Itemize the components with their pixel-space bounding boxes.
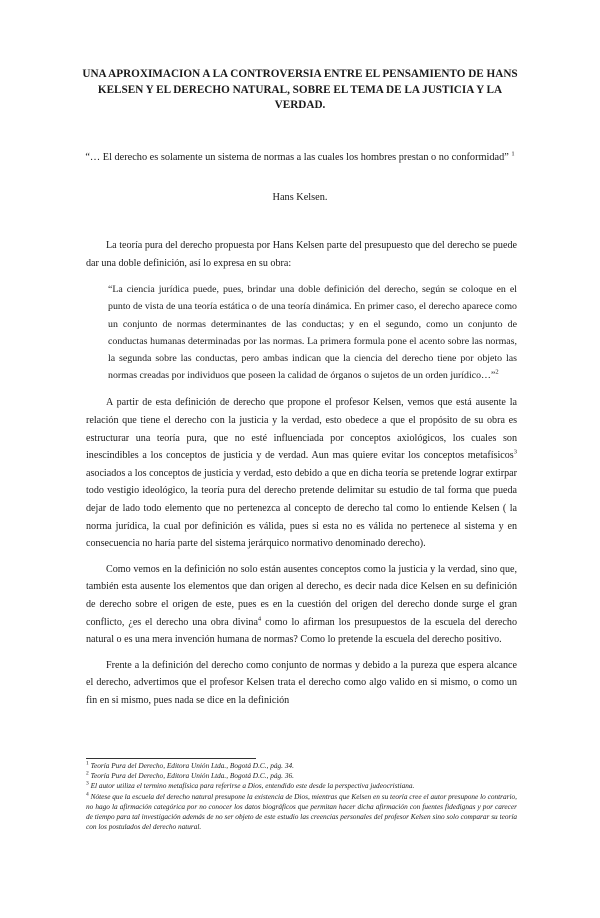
footnote-text: Teoría Pura del Derecho, Editora Unión Ltda., Bogotá D.C., pág. 36. — [90, 771, 294, 781]
paragraph-3-part-a: Como vemos en la definición no solo están ausentes conceptos como la justicia y la verdad, sino que, también esta ausente los elementos que dan origen al derecho, es decir nada dice Kelsen en su definición de derecho sobre el origen de este, pues es en la cuestión del origen del derecho donde surge el gran conflicto, ¿es el derecho una obra divina — [86, 563, 517, 628]
footnote-ref-3: 3 — [513, 448, 517, 456]
epigraph-quote — [80, 149, 520, 166]
footnote-number: 3 — [86, 780, 89, 787]
footnote-2 — [86, 771, 517, 781]
footnote-ref-1: 1 — [511, 150, 515, 158]
document-body — [86, 237, 517, 710]
block-quote — [108, 281, 517, 384]
paragraph-2-part-a: A partir de esta definición de derecho que propone el profesor Kelsen, vemos que está ausente la relación que tiene el derecho con la justicia y la verdad, esto obedece a que el propósito de su obra es estructurar una teoría pura, que no esté influenciada por conceptos axiológicos, los cuales son inescindibles a los conceptos de justicia y de verdad. Aun mas quiere evitar los conceptos metafísicos — [86, 397, 517, 462]
footnote-number: 4 — [86, 791, 89, 798]
paragraph-2-part-b: asociados a los conceptos de justicia y verdad, esto debido a que en dicha teoría se pretende lograr extirpar todo vestigio ideológico, la teoría pura del derecho pretende delimitar su estudio de tal forma que pueda dejar de lado todo elemento que no pertenezca al concepto de derecho tal como lo entiende Kelsen ( la norma jurídica, la cual por definición es válida, pues si esta no es válida no pertenece al sistema y en consecuencia no haría parte del sistema jerárquico normativo denominado derecho). — [86, 467, 517, 550]
footnote-number: 1 — [86, 760, 89, 767]
footnote-text: El autor utiliza el termino metafísica para referirse a Dios, entendido este desde la perspectiva judeocristiana. — [90, 781, 415, 791]
footnote-1 — [86, 761, 517, 771]
paragraph-3 — [86, 561, 517, 649]
footnote-ref-4: 4 — [257, 615, 262, 623]
footnote-text: Teoría Pura del Derecho, Editora Unión Ltda., Bogotá D.C., pág. 34. — [90, 761, 294, 770]
paragraph-3-part-b: como lo afirman los presupuestos de la escuela del derecho natural o es una mera invención humana de normas? Como lo pretende la escuela del derecho positivo. — [86, 616, 517, 646]
paragraph-4: Frente a la definición del derecho como conjunto de normas y debido a la pureza que espera alcance el derecho, advertimos que el profesor Kelsen trata el derecho como algo valido en si mismo, o como un fin en si mismo, pues nada se dice en la definición — [86, 659, 517, 706]
footnote-3 — [86, 781, 517, 791]
paragraph-2 — [86, 394, 517, 552]
footnote-divider — [86, 758, 256, 759]
document-title: UNA APROXIMACION A LA CONTROVERSIA ENTRE EL PENSAMIENTO DE HANS KELSEN Y EL DERECHO NATURAL, SOBRE EL TEMA DE LA JUSTICIA Y LA VERDAD. — [82, 68, 518, 111]
footnote-ref-2: 2 — [495, 368, 499, 376]
paragraph-1: La teoría pura del derecho propuesta por Hans Kelsen parte del presupuesto que del derecho se puede dar una doble definición, así lo expresa en su obra: — [86, 240, 517, 269]
footnote-number: 2 — [86, 770, 89, 777]
footnote-text: Nótese que la escuela del derecho natural presupone la existencia de Dios, mientras que Kelsen en su teoría cree el autor presupone lo contrario, no hago la afirmación categórica por no conocer los datos biográficos que permitan hacer dicha afirmación con fuentes fidedignas y por carecer de tiempo para tal investigación además de no ser objeto de este estudio las creencias personales del profesor Kelsen sino solo comparar su teoría con los postulados del derecho natural. — [86, 791, 518, 832]
footnotes — [86, 761, 517, 832]
epigraph-author: Hans Kelsen. — [272, 192, 328, 203]
epigraph-text: “… El derecho es solamente un sistema de normas a las cuales los hombres prestan o no conformidad” — [85, 152, 509, 163]
block-quote-text: “La ciencia jurídica puede, pues, brindar una doble definición del derecho, según se coloque en el punto de vista de una teoría estática o de una teoría dinámica. En primer caso, el derecho aparece como un conjunto de normas determinantes de las conductas; y en el segundo, como un conjunto de conductas humanas determinadas por las normas. La primera formula pone el acento sobre las normas, la segunda sobre las conductas, pero ambas indican que la ciencia del derecho tiene por objeto las normas creadas por individuos que poseen la calidad de órganos o sujetos de un orden jurídico…” — [108, 284, 517, 382]
footnote-4 — [86, 792, 517, 833]
